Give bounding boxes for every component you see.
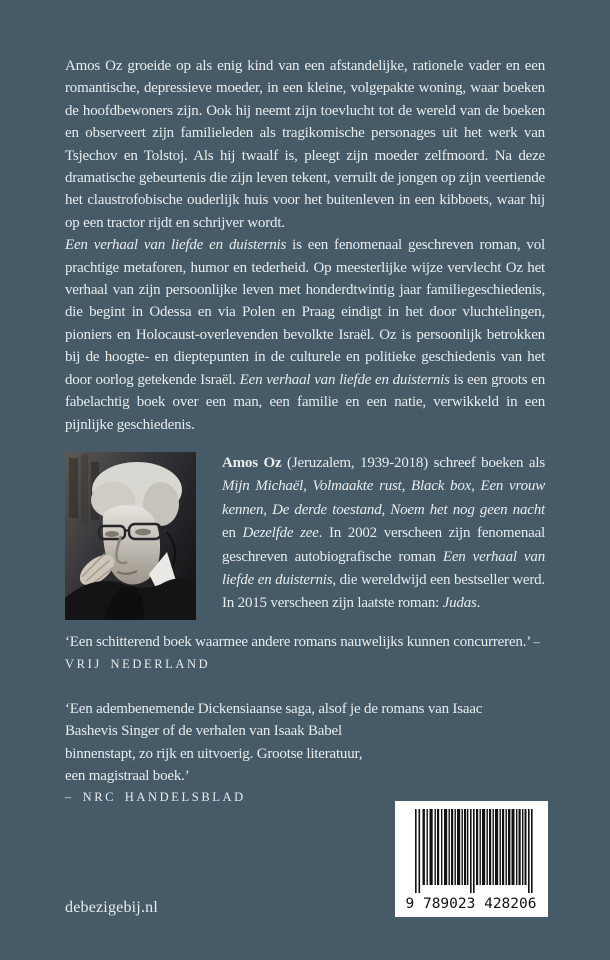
quote-1-attribution: – VRIJ NEDERLAND	[65, 634, 543, 672]
barcode-bars	[395, 801, 548, 917]
author-bio: Amos Oz (Jeruzalem, 1939-2018) schreef boeken als Mijn Michaël, Volmaakte rust, Black box, Een vrouw kennen, De derde toestand, Noem het nog geen nacht en Dezelfde zee. In 2002 verscheen zijn fenomenaal geschreven autobiografische roman Een verhaal van liefde en duisternis, die wereldwijd een bestseller werd. In 2015 verscheen zijn laatste roman: Judas.	[222, 454, 545, 612]
publisher-url: debezigebij.nl	[65, 899, 158, 916]
barcode	[395, 801, 548, 917]
cover-content	[65, 55, 545, 805]
author-portrait-illustration	[65, 452, 196, 620]
author-photo	[65, 452, 196, 620]
barcode-digits: 9 789023 428206	[405, 896, 537, 912]
synopsis-paragraph-2: Een verhaal van liefde en duisternis is een fenomenaal geschreven roman, vol prachtige metaforen, humor en tederheid. Op meesterlijke wijze vervlecht Oz het verhaal van zijn persoonlijke leven met honderdtwintig jaar familiegeschiedenis, die begint in Odessa en via Polen en Praag eindigt in het door vluchtelingen, pioniers en Holocaust-overlevenden bevolkte Israël. Oz is persoonlijk betrokken bij de hoogte- en dieptepunten in de culturele en politieke geschiedenis van het door oorlog getekende Israël. Een verhaal van liefde en duisternis is een groots en fabelachtig boek over een man, een familie en een natie, verwikkeld in een pijnlijke geschiedenis.	[65, 237, 546, 433]
synopsis-paragraph-1: Amos Oz groeide op als enig kind van een afstandelijke, rationele vader en een romantische, depressieve moeder, in een kleine, volgepakte woning, waar boeken de hoofdbewoners zijn. Ook hij neemt zijn toevlucht tot de wereld van de boeken en observeert zijn familieleden als tragikomische personages uit het werk van Tsjechov en Tolstoj. Als hij twaalf is, pleegt zijn moeder zelfmoord. Na deze dramatische gebeurtenis die zijn leven tekent, verruilt de jongen op zijn veertiende het claustrofobische ouderlijk huis voor het buitenleven in een kibboets, waar hij op een tractor rijdt en schrijver wordt.	[65, 58, 545, 231]
author-section	[65, 452, 545, 620]
quote-2-attribution: – NRC HANDELSBLAD	[65, 790, 246, 805]
quote-1-text: ‘Een schitterend boek waarmee andere romans nauwelijks kunnen concurreren.’	[65, 633, 534, 650]
quote-2-text-rest: Bashevis Singer of de verhalen van Isaak Babel binnenstapt, zo rijk en uitvoerig. Grootse literatuur, een magistraal boek.’	[65, 723, 363, 784]
quote-2-text-line1: ‘Een adembenemende Dickensiaanse saga, alsof je de romans van Isaac	[65, 700, 483, 717]
press-quote-vrij-nederland	[65, 631, 545, 676]
press-quote-nrc-handelsblad	[65, 698, 545, 806]
